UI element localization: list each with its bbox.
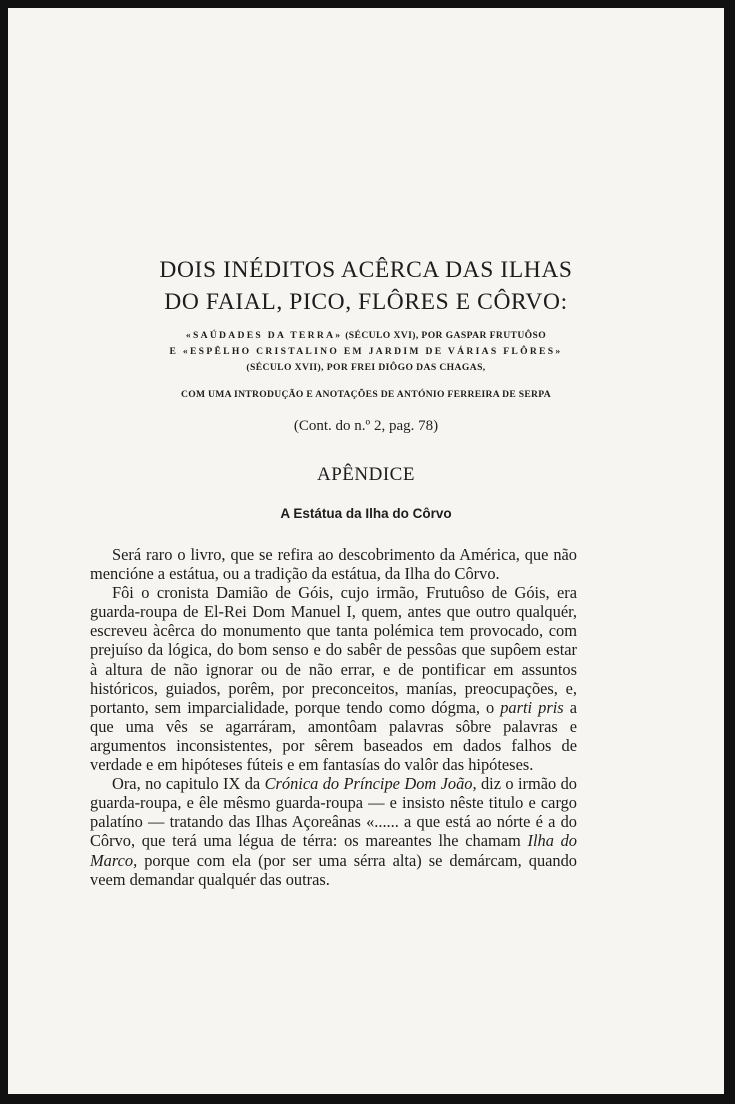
- continuation-note: (Cont. do n.º 2, pag. 78): [293, 418, 439, 434]
- paragraph-2: [90, 583, 577, 774]
- paragraph-3-text-c: porque com ela (por ser uma sérra alta) se demárcam, quando veem demandar qualquér das outras.: [90, 850, 577, 889]
- paragraph-2-text-b: a que uma vês se agarráram, amontôam palavras sôbre palavras e argumentos inconsistentes, por sêrem baseados em dados falhos de verdade e em hipóteses fúteis e em fantasías do valôr das hipóteses.: [90, 697, 577, 775]
- article-body: [90, 545, 577, 889]
- paragraph-3-italic-title: Crónica do Príncipe Dom João,: [264, 774, 477, 794]
- paragraph-2-italic: parti pris: [500, 697, 564, 717]
- article-title-line-1: DOIS INÉDITOS ACÊRCA DAS ILHAS: [159, 257, 573, 283]
- article-title: [8, 254, 724, 318]
- document-page: [8, 8, 724, 1094]
- article-title-line-2: DO FAIAL, PICO, FLÔRES E CÔRVO:: [164, 289, 568, 315]
- paragraph-3: [90, 774, 577, 889]
- paragraph-2-text-a: Fôi o cronista Damião de Góis, cujo irmão, Frutuôso de Góis, era guarda-roupa de El-Rei Dom Manuel I, quem, antes que outro qualquér, escreveu àcêrca do monumento que tanta polémica tem provocado, com prejuíso da lógica, do bom senso e do sabêr de pessôas que supôem estar à altura de não ignorar ou de não errar, e de pontificar em assuntos históricos, guiados, porêm, por preconceitos, manías, preocupações, e, portanto, sem imparcialidade, porque tendo como dógma, o: [90, 583, 577, 717]
- section-heading: A Estátua da Ilha do Côrvo: [280, 506, 452, 521]
- paragraph-3-italic-name: Ilha do Marco,: [90, 831, 577, 870]
- article-subtitle: [8, 328, 724, 376]
- subtitle-line-1: [8, 328, 724, 344]
- subtitle-line-3: (SÉCULO XVII), POR FREI DIÔGO DAS CHAGAS,: [246, 362, 486, 373]
- subtitle-work-1: «SAÚDADES DA TERRA»: [185, 330, 343, 341]
- paragraph-1: Será raro o livro, que se refira ao descobrimento da América, que não mencióne a estátua, ou a tradição da estátua, da Ilha do Côrvo.: [90, 545, 577, 584]
- paragraph-3-text-a: Ora, no capitulo IX da: [112, 774, 265, 794]
- subtitle-line-2: E «ESPÊLHO CRISTALINO EM JARDIM DE VÁRIAS FLÔRES»: [169, 346, 563, 357]
- subtitle-author-1: (SÉCULO XVI), POR GASPAR FRUTUÔSO: [342, 330, 547, 341]
- paragraph-3-text-b: diz o irmão do guarda-roupa, e êle mêsmo guarda-roupa — e insisto nêste titulo e cargo palatíno — tratando das Ilhas Açoreânas «...... a que está ao nórte é a do Côrvo, que terá uma légua de térra: os mareantes lhe chamam: [90, 774, 578, 851]
- introduction-credit: COM UMA INTRODUÇÃO E ANOTAÇÕES DE ANTÓNIO FERREIRA DE SERPA: [181, 389, 551, 400]
- appendix-heading: APÊNDICE: [317, 464, 415, 485]
